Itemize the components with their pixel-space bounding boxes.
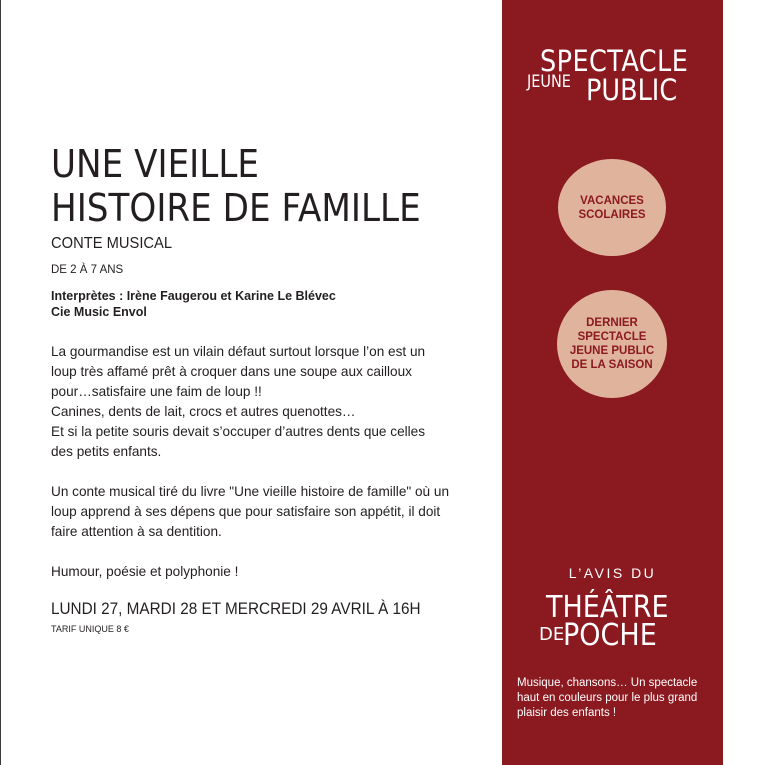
description-line: Et si la petite souris devait s’occuper d’autres dents que celles (51, 424, 426, 439)
sidebar-panel (502, 0, 723, 765)
badge-line: SPECTACLE (577, 331, 647, 343)
performers-block (51, 288, 336, 320)
badge-line: JEUNE PUBLIC (569, 345, 655, 357)
description-line: des petits enfants. (51, 444, 162, 459)
review-line: Musique, chansons… Un spectacle (517, 677, 698, 689)
description-line: La gourmandise est un vilain défaut surtout lorsque l’on est un (51, 344, 426, 359)
ticket-price: TARIF UNIQUE 8 € (51, 624, 129, 634)
description (51, 342, 477, 602)
review-line: plaisir des enfants ! (517, 707, 617, 719)
description-line: pour…satisfaire une faim de loup !! (51, 384, 262, 399)
theatre-de-poche-logo (502, 590, 723, 656)
performers-names: Interprètes : Irène Faugerou et Karine Le Blévec (51, 289, 336, 303)
performance-dates: LUNDI 27, MARDI 28 ET MERCREDI 29 AVRIL À 16H (51, 599, 421, 618)
description-line: faire attention à sa dentition. (51, 524, 222, 539)
badge-line: DE LA SAISON (571, 359, 653, 371)
logo-public-text: PUBLIC (586, 73, 678, 107)
badge-line: SCOLAIRES (578, 208, 646, 221)
show-genre: CONTE MUSICAL (51, 235, 173, 252)
description-line: Canines, dents de lait, crocs et autres quenottes… (51, 404, 356, 419)
logo-poche-text: POCHE (563, 618, 657, 653)
school-holidays-badge (558, 159, 666, 256)
description-paragraph-2 (51, 482, 477, 542)
review-line: haut en couleurs pour le plus grand (517, 692, 698, 704)
logo-theatre-text: THÉÂTRE (546, 590, 669, 625)
description-paragraph-1 (51, 342, 477, 462)
show-title-line1: UNE VIEILLE (51, 142, 259, 186)
description-line: Un conte musical tiré du livre "Une vieille histoire de famille" où un (51, 484, 450, 499)
description-line: loup très affamé prêt à croquer dans une soupe aux cailloux (51, 364, 412, 379)
age-range: DE 2 À 7 ANS (51, 264, 124, 276)
review-text (517, 676, 717, 721)
badge-line: VACANCES (580, 194, 644, 207)
show-title-line2: HISTOIRE DE FAMILLE (51, 186, 421, 230)
badge-line: DERNIER (586, 317, 638, 329)
logo-jeune-text: JEUNE (527, 72, 571, 92)
logo-de-text: DE (539, 624, 565, 645)
review-label: L’AVIS DU (568, 565, 657, 581)
spectacle-jeune-public-logo (502, 44, 723, 107)
last-show-badge (557, 290, 667, 398)
logo-spectacle-text: SPECTACLE (540, 44, 689, 78)
page-edge-rule (0, 0, 1, 765)
description-line: loup apprend à ses dépens que pour satisfaire son appétit, il doit (51, 504, 441, 519)
company-name: Cie Music Envol (51, 305, 147, 319)
description-paragraph-3: Humour, poésie et polyphonie ! (51, 564, 239, 579)
show-title (51, 142, 421, 230)
